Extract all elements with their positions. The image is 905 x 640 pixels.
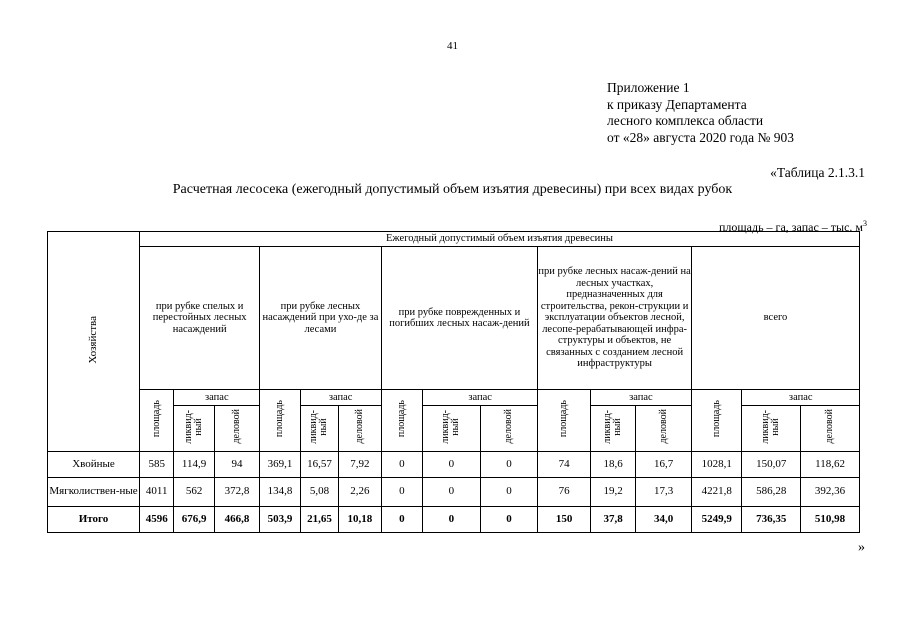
cell: 0: [423, 507, 481, 533]
row-name: Итого: [48, 507, 140, 533]
cell: 1028,1: [691, 452, 742, 478]
business-header: деловой: [353, 409, 365, 445]
appendix-line: Приложение 1: [607, 80, 690, 95]
farm-header-cell: [48, 232, 140, 452]
appendix-block: [607, 80, 794, 146]
area-header-cell: [260, 390, 300, 452]
stock-header: запас: [742, 390, 860, 406]
area-header-cell: [140, 390, 174, 452]
cell: 5249,9: [691, 507, 742, 533]
liquid-header: ликвид- ный: [440, 409, 462, 444]
cell: 37,8: [590, 507, 635, 533]
cell: 4011: [140, 478, 174, 507]
appendix-line: к приказу Департамента: [607, 96, 747, 112]
cell: 150,07: [742, 452, 801, 478]
cell: 369,1: [260, 452, 300, 478]
table-row-total: [48, 507, 860, 533]
area-header: площадь: [710, 400, 722, 438]
page-number: 41: [447, 40, 458, 52]
liquid-header-cell: [300, 406, 338, 452]
cell: 34,0: [636, 507, 692, 533]
group-header-care: при рубке лесных насаждений при ухо-де за лесами: [260, 247, 381, 390]
area-header: площадь: [558, 400, 570, 438]
farm-header: Хозяйства: [86, 315, 99, 364]
cell: 19,2: [590, 478, 635, 507]
cell: 7,92: [339, 452, 381, 478]
cell: 0: [480, 507, 538, 533]
cell: 114,9: [174, 452, 214, 478]
liquid-header-cell: [423, 406, 481, 452]
business-header-cell: [339, 406, 381, 452]
stock-header: запас: [300, 390, 381, 406]
area-header: площадь: [395, 400, 407, 438]
row-name: Мягколиствен-ные: [48, 478, 140, 507]
table-title: Расчетная лесосека (ежегодный допустимый объем изъятия древесины) при всех видах рубок: [172, 182, 733, 197]
business-header: деловой: [231, 409, 243, 445]
cell: 392,36: [801, 478, 860, 507]
table-row: [48, 452, 860, 478]
cell: 0: [381, 507, 422, 533]
units-text: площадь – га, запас – тыс. м: [718, 220, 863, 234]
area-header-cell: [538, 390, 591, 452]
cell: 2,26: [339, 478, 381, 507]
business-header: деловой: [824, 409, 836, 445]
cell: 74: [538, 452, 591, 478]
cell: 0: [381, 452, 422, 478]
stock-header: запас: [590, 390, 691, 406]
business-header-cell: [480, 406, 538, 452]
cell: 16,7: [636, 452, 692, 478]
cell: 150: [538, 507, 591, 533]
business-header-cell: [636, 406, 692, 452]
units-superscript: 3: [863, 219, 867, 228]
stock-header: запас: [174, 390, 260, 406]
cell: 372,8: [214, 478, 259, 507]
row-name: Хвойные: [48, 452, 140, 478]
table-row: [48, 478, 860, 507]
table-id: «Таблица 2.1.3.1: [770, 165, 865, 180]
cell: 76: [538, 478, 591, 507]
business-header-cell: [801, 406, 860, 452]
area-header: площадь: [150, 400, 162, 438]
area-header-cell: [381, 390, 422, 452]
cell: 134,8: [260, 478, 300, 507]
cell: 586,28: [742, 478, 801, 507]
cell: 5,08: [300, 478, 338, 507]
cell: 0: [480, 478, 538, 507]
liquid-header: ликвид- ный: [308, 409, 330, 444]
group-header-mature: при рубке спелых и перестойных лесных насаждений: [140, 247, 260, 390]
cell: 510,98: [801, 507, 860, 533]
cell: 0: [423, 478, 481, 507]
cell: 118,62: [801, 452, 860, 478]
liquid-header-cell: [742, 406, 801, 452]
cell: 4596: [140, 507, 174, 533]
harvest-table: [47, 231, 860, 533]
liquid-header: ликвид- ный: [602, 409, 624, 444]
cell: 94: [214, 452, 259, 478]
cell: 10,18: [339, 507, 381, 533]
business-header: деловой: [502, 409, 514, 445]
closing-quote: »: [858, 540, 865, 555]
liquid-header-cell: [590, 406, 635, 452]
cell: 4221,8: [691, 478, 742, 507]
cell: 21,65: [300, 507, 338, 533]
group-header-damaged: при рубке поврежденных и погибших лесных насаж-дений: [381, 247, 538, 390]
area-header: площадь: [274, 400, 286, 438]
cell: 16,57: [300, 452, 338, 478]
group-header-construction: при рубке лесных насаж-дений на лесных участках, предназначенных для строительства, рекон-струкции и эксплуатации объектов лесной, лесопе-рерабатывающей инфра-структуры и объектов, не связанных с созданием лесной инфраструктуры: [538, 247, 692, 390]
area-header-cell: [691, 390, 742, 452]
cell: 585: [140, 452, 174, 478]
cell: 0: [381, 478, 422, 507]
business-header: деловой: [657, 409, 669, 445]
cell: 17,3: [636, 478, 692, 507]
liquid-header: ликвид- ный: [183, 409, 205, 444]
appendix-line: лесного комплекса области: [607, 113, 764, 128]
liquid-header: ликвид- ный: [760, 409, 782, 444]
top-header: Ежегодный допустимый объем изъятия древесины: [140, 232, 860, 247]
cell: 736,35: [742, 507, 801, 533]
cell: 562: [174, 478, 214, 507]
cell: 503,9: [260, 507, 300, 533]
stock-header: запас: [423, 390, 538, 406]
business-header-cell: [214, 406, 259, 452]
cell: 0: [423, 452, 481, 478]
liquid-header-cell: [174, 406, 214, 452]
cell: 18,6: [590, 452, 635, 478]
appendix-line: от «28» августа 2020 года № 903: [607, 129, 794, 145]
group-header-total: всего: [691, 247, 859, 390]
cell: 676,9: [174, 507, 214, 533]
cell: 466,8: [214, 507, 259, 533]
cell: 0: [480, 452, 538, 478]
